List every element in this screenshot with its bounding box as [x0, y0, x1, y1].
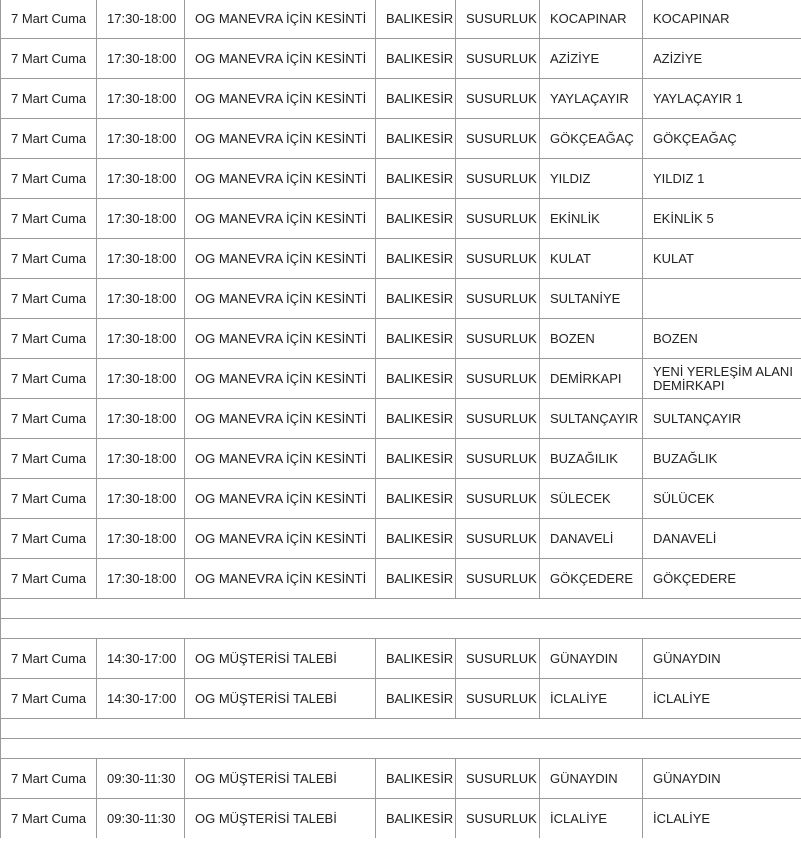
neighborhood-cell: GÖKÇEDERE	[540, 559, 643, 599]
district-cell: SUSURLUK	[456, 439, 540, 479]
date-cell: 7 Mart Cuma	[1, 119, 97, 159]
date-cell: 7 Mart Cuma	[1, 359, 97, 399]
reason-cell: OG MANEVRA İÇİN KESİNTİ	[185, 0, 376, 39]
separator-cell	[1, 619, 801, 639]
date-cell: 7 Mart Cuma	[1, 439, 97, 479]
time-cell: 17:30-18:00	[97, 239, 185, 279]
time-cell: 17:30-18:00	[97, 119, 185, 159]
outage-table-body	[1, 0, 801, 838]
district-cell: SUSURLUK	[456, 559, 540, 599]
date-cell: 7 Mart Cuma	[1, 199, 97, 239]
reason-cell: OG MÜŞTERİSİ TALEBİ	[185, 639, 376, 679]
reason-cell: OG MANEVRA İÇİN KESİNTİ	[185, 239, 376, 279]
reason-cell: OG MANEVRA İÇİN KESİNTİ	[185, 319, 376, 359]
district-cell: SUSURLUK	[456, 39, 540, 79]
reason-cell: OG MANEVRA İÇİN KESİNTİ	[185, 559, 376, 599]
district-cell: SUSURLUK	[456, 239, 540, 279]
province-cell: BALIKESİR	[376, 759, 456, 799]
neighborhood-cell: AZİZİYE	[540, 39, 643, 79]
date-cell: 7 Mart Cuma	[1, 279, 97, 319]
district-cell: SUSURLUK	[456, 399, 540, 439]
province-cell: BALIKESİR	[376, 79, 456, 119]
separator-row	[1, 619, 801, 639]
time-cell: 17:30-18:00	[97, 79, 185, 119]
table-row	[1, 79, 801, 119]
neighborhood-cell: DEMİRKAPI	[540, 359, 643, 399]
location-cell: YAYLAÇAYIR 1	[643, 79, 801, 119]
table-row	[1, 399, 801, 439]
neighborhood-cell: EKİNLİK	[540, 199, 643, 239]
reason-cell: OG MANEVRA İÇİN KESİNTİ	[185, 199, 376, 239]
neighborhood-cell: KULAT	[540, 239, 643, 279]
separator-row	[1, 719, 801, 739]
table-row	[1, 559, 801, 599]
district-cell: SUSURLUK	[456, 119, 540, 159]
province-cell: BALIKESİR	[376, 119, 456, 159]
neighborhood-cell: YILDIZ	[540, 159, 643, 199]
neighborhood-cell: SULTANÇAYIR	[540, 399, 643, 439]
neighborhood-cell: GÜNAYDIN	[540, 759, 643, 799]
reason-cell: OG MÜŞTERİSİ TALEBİ	[185, 799, 376, 839]
table-row	[1, 359, 801, 399]
time-cell: 17:30-18:00	[97, 399, 185, 439]
date-cell: 7 Mart Cuma	[1, 39, 97, 79]
table-row	[1, 439, 801, 479]
time-cell: 17:30-18:00	[97, 199, 185, 239]
location-cell: YILDIZ 1	[643, 159, 801, 199]
table-row	[1, 759, 801, 799]
date-cell: 7 Mart Cuma	[1, 159, 97, 199]
date-cell: 7 Mart Cuma	[1, 239, 97, 279]
province-cell: BALIKESİR	[376, 39, 456, 79]
location-cell: GÜNAYDIN	[643, 759, 801, 799]
neighborhood-cell: GÜNAYDIN	[540, 639, 643, 679]
province-cell: BALIKESİR	[376, 399, 456, 439]
district-cell: SUSURLUK	[456, 279, 540, 319]
location-cell: GÖKÇEDERE	[643, 559, 801, 599]
date-cell: 7 Mart Cuma	[1, 399, 97, 439]
reason-cell: OG MÜŞTERİSİ TALEBİ	[185, 679, 376, 719]
date-cell: 7 Mart Cuma	[1, 479, 97, 519]
neighborhood-cell: BOZEN	[540, 319, 643, 359]
time-cell: 14:30-17:00	[97, 639, 185, 679]
table-row	[1, 159, 801, 199]
province-cell: BALIKESİR	[376, 519, 456, 559]
location-cell: İCLALİYE	[643, 799, 801, 839]
time-cell: 17:30-18:00	[97, 359, 185, 399]
date-cell: 7 Mart Cuma	[1, 79, 97, 119]
time-cell: 17:30-18:00	[97, 479, 185, 519]
table-row	[1, 119, 801, 159]
location-cell: DANAVELİ	[643, 519, 801, 559]
reason-cell: OG MANEVRA İÇİN KESİNTİ	[185, 39, 376, 79]
table-row	[1, 519, 801, 559]
location-cell: GÖKÇEAĞAÇ	[643, 119, 801, 159]
province-cell: BALIKESİR	[376, 639, 456, 679]
location-cell: AZİZİYE	[643, 39, 801, 79]
neighborhood-cell: İCLALİYE	[540, 679, 643, 719]
province-cell: BALIKESİR	[376, 799, 456, 839]
location-cell: BOZEN	[643, 319, 801, 359]
reason-cell: OG MANEVRA İÇİN KESİNTİ	[185, 399, 376, 439]
neighborhood-cell: DANAVELİ	[540, 519, 643, 559]
time-cell: 09:30-11:30	[97, 799, 185, 839]
neighborhood-cell: KOCAPINAR	[540, 0, 643, 39]
province-cell: BALIKESİR	[376, 679, 456, 719]
neighborhood-cell: SÜLECEK	[540, 479, 643, 519]
district-cell: SUSURLUK	[456, 759, 540, 799]
table-row	[1, 279, 801, 319]
location-cell	[643, 279, 801, 319]
time-cell: 17:30-18:00	[97, 439, 185, 479]
location-cell: BUZAĞLIK	[643, 439, 801, 479]
province-cell: BALIKESİR	[376, 319, 456, 359]
reason-cell: OG MANEVRA İÇİN KESİNTİ	[185, 279, 376, 319]
location-cell: KOCAPINAR	[643, 0, 801, 39]
date-cell: 7 Mart Cuma	[1, 519, 97, 559]
province-cell: BALIKESİR	[376, 279, 456, 319]
neighborhood-cell: GÖKÇEAĞAÇ	[540, 119, 643, 159]
date-cell: 7 Mart Cuma	[1, 559, 97, 599]
reason-cell: OG MANEVRA İÇİN KESİNTİ	[185, 439, 376, 479]
district-cell: SUSURLUK	[456, 159, 540, 199]
separator-row	[1, 739, 801, 759]
reason-cell: OG MANEVRA İÇİN KESİNTİ	[185, 119, 376, 159]
date-cell: 7 Mart Cuma	[1, 759, 97, 799]
table-row	[1, 199, 801, 239]
neighborhood-cell: BUZAĞILIK	[540, 439, 643, 479]
reason-cell: OG MANEVRA İÇİN KESİNTİ	[185, 159, 376, 199]
reason-cell: OG MANEVRA İÇİN KESİNTİ	[185, 79, 376, 119]
time-cell: 17:30-18:00	[97, 559, 185, 599]
location-cell: KULAT	[643, 239, 801, 279]
district-cell: SUSURLUK	[456, 799, 540, 839]
province-cell: BALIKESİR	[376, 439, 456, 479]
province-cell: BALIKESİR	[376, 159, 456, 199]
table-row	[1, 319, 801, 359]
reason-cell: OG MÜŞTERİSİ TALEBİ	[185, 759, 376, 799]
province-cell: BALIKESİR	[376, 0, 456, 39]
time-cell: 17:30-18:00	[97, 39, 185, 79]
district-cell: SUSURLUK	[456, 639, 540, 679]
table-row	[1, 239, 801, 279]
time-cell: 09:30-11:30	[97, 759, 185, 799]
time-cell: 14:30-17:00	[97, 679, 185, 719]
location-cell: SÜLÜCEK	[643, 479, 801, 519]
reason-cell: OG MANEVRA İÇİN KESİNTİ	[185, 359, 376, 399]
neighborhood-cell: YAYLAÇAYIR	[540, 79, 643, 119]
location-cell: İCLALİYE	[643, 679, 801, 719]
date-cell: 7 Mart Cuma	[1, 679, 97, 719]
date-cell: 7 Mart Cuma	[1, 0, 97, 39]
neighborhood-cell: SULTANİYE	[540, 279, 643, 319]
district-cell: SUSURLUK	[456, 319, 540, 359]
date-cell: 7 Mart Cuma	[1, 319, 97, 359]
time-cell: 17:30-18:00	[97, 519, 185, 559]
district-cell: SUSURLUK	[456, 0, 540, 39]
separator-cell	[1, 599, 801, 619]
district-cell: SUSURLUK	[456, 519, 540, 559]
location-cell: SULTANÇAYIR	[643, 399, 801, 439]
location-cell: EKİNLİK 5	[643, 199, 801, 239]
district-cell: SUSURLUK	[456, 679, 540, 719]
province-cell: BALIKESİR	[376, 359, 456, 399]
table-row	[1, 479, 801, 519]
province-cell: BALIKESİR	[376, 559, 456, 599]
time-cell: 17:30-18:00	[97, 159, 185, 199]
time-cell: 17:30-18:00	[97, 0, 185, 39]
province-cell: BALIKESİR	[376, 199, 456, 239]
date-cell: 7 Mart Cuma	[1, 799, 97, 839]
separator-row	[1, 599, 801, 619]
district-cell: SUSURLUK	[456, 479, 540, 519]
district-cell: SUSURLUK	[456, 359, 540, 399]
time-cell: 17:30-18:00	[97, 319, 185, 359]
province-cell: BALIKESİR	[376, 479, 456, 519]
district-cell: SUSURLUK	[456, 199, 540, 239]
table-row	[1, 639, 801, 679]
table-row	[1, 39, 801, 79]
separator-cell	[1, 719, 801, 739]
province-cell: BALIKESİR	[376, 239, 456, 279]
reason-cell: OG MANEVRA İÇİN KESİNTİ	[185, 479, 376, 519]
table-row	[1, 0, 801, 39]
table-row	[1, 799, 801, 839]
date-cell: 7 Mart Cuma	[1, 639, 97, 679]
location-cell: GÜNAYDIN	[643, 639, 801, 679]
reason-cell: OG MANEVRA İÇİN KESİNTİ	[185, 519, 376, 559]
district-cell: SUSURLUK	[456, 79, 540, 119]
separator-cell	[1, 739, 801, 759]
location-cell: YENİ YERLEŞİM ALANI DEMİRKAPI	[643, 359, 801, 399]
neighborhood-cell: İCLALİYE	[540, 799, 643, 839]
table-row	[1, 679, 801, 719]
time-cell: 17:30-18:00	[97, 279, 185, 319]
